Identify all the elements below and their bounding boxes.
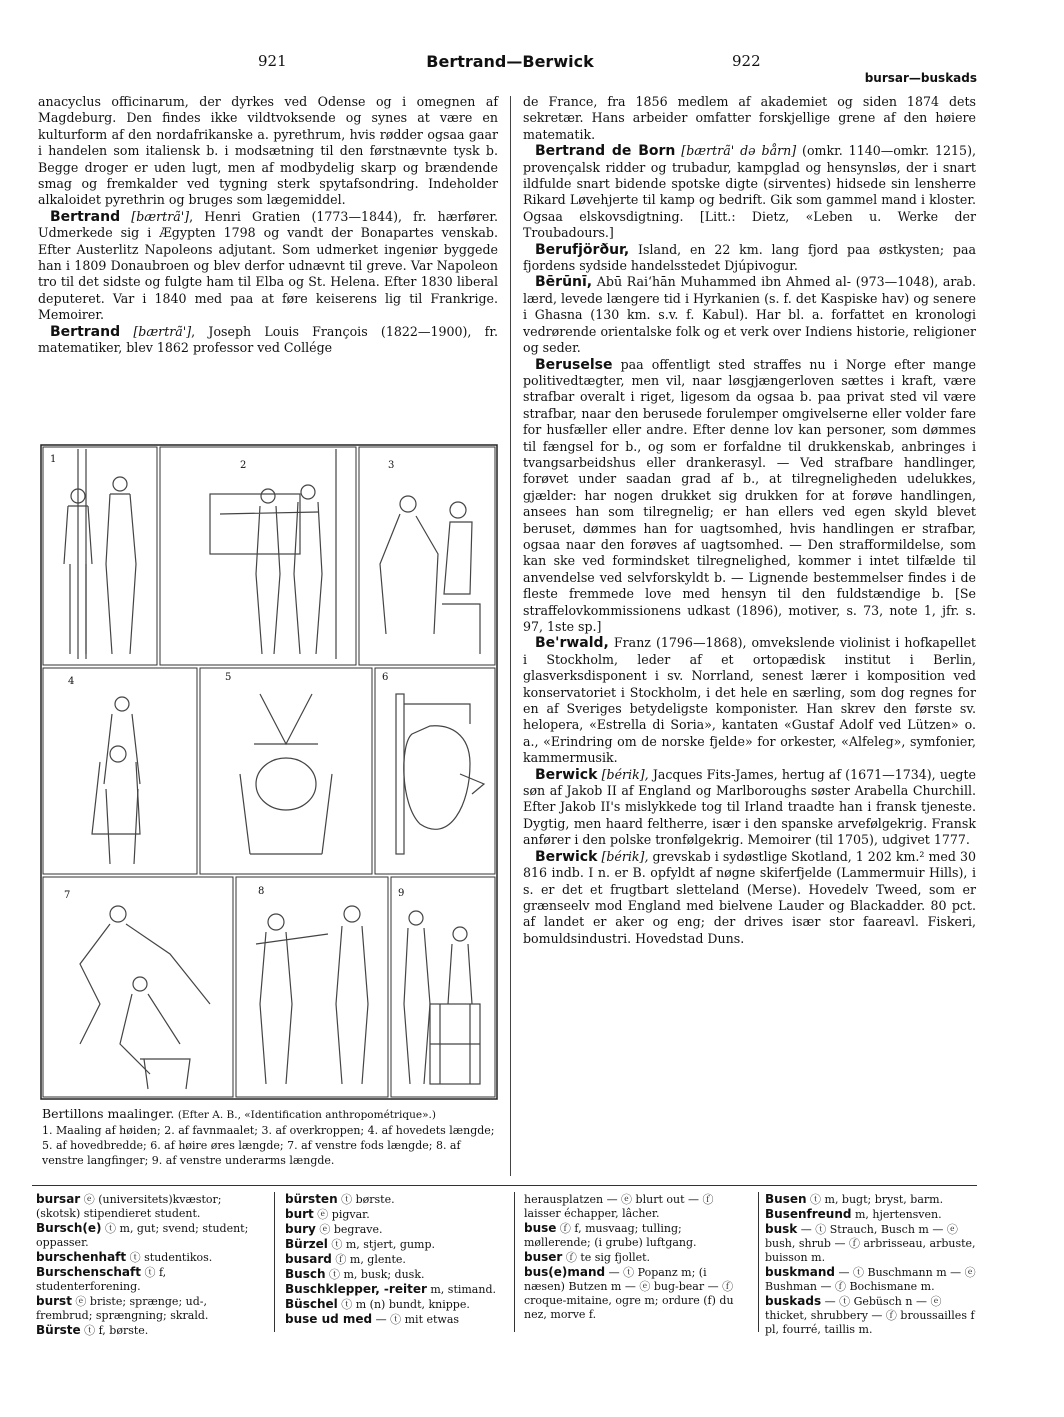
glossary-text: ⓕ f, musvaag; tulling; møllerende; (i grube) luftgang. xyxy=(524,1222,697,1249)
entry-continuation: anacyclus officinarum, der dyrkes ved Odense og i omegnen af Magdeburg. Den findes ikke vildtvoksende og synes at være en kulturform af den nordafrikanske a. pyrethrum, hvis rødder ogsaa gaar i handelen som italiensk b. i modsætning til den førstnævnte tysk b. Begge droger er uden lugt, men af modbydelig skarp og brændende smag og fremkalder ved tygning sterk spytafsondring. Indeholder alkaloidet pyrethrin og bruges som lægemiddel. xyxy=(38,94,498,208)
glossary-entry xyxy=(285,1207,506,1222)
caption-list: 1. Maaling af høiden; 2. af favnmaalet; 3. af overkroppen; 4. af hovedets længde; 5. af hovedbredde; 6. af høire øres længde; 7. af venstre fods længde; 8. af venstre langfinger; 9. af venstre underarms længde. xyxy=(42,1124,495,1167)
panel-number: 5 xyxy=(225,672,232,683)
glossary-headword: burst xyxy=(36,1294,72,1308)
glossary-text: — ⓣ Gebüsch n — ⓔ thicket, shrubbery — ⓕ broussailles f pl, fourré, taillis m. xyxy=(765,1295,975,1336)
glossary-column-1 xyxy=(36,1192,260,1338)
headword: Bērūnī, xyxy=(535,274,593,291)
headword: Berwick xyxy=(535,848,598,865)
glossary-column-3 xyxy=(524,1192,748,1322)
glossary-headword: busard xyxy=(285,1252,332,1266)
glossary-headword: buse xyxy=(524,1221,557,1235)
glossary-entry xyxy=(765,1294,983,1337)
glossary-text: ⓣ m, bugt; bryst, barm. xyxy=(806,1193,944,1206)
glossary-entry xyxy=(36,1250,260,1265)
pronunciation: [bærtrã'] xyxy=(131,208,190,224)
glossary-text: ⓣ f, børste. xyxy=(80,1324,149,1337)
pronunciation: [bærtrã' də bårn] xyxy=(681,143,797,159)
bertillon-illustration xyxy=(40,444,498,1100)
glossary-headword: Burschenschaft xyxy=(36,1265,141,1279)
pronunciation: [bérik], xyxy=(601,766,649,782)
glossary-entry xyxy=(524,1221,748,1250)
footer-separator xyxy=(274,1192,275,1332)
panel-number: 9 xyxy=(398,888,405,899)
entry-berufjordur xyxy=(523,242,976,275)
page-number-left: 921 xyxy=(258,52,287,70)
glossary-headword: bury xyxy=(285,1222,316,1236)
entry-beruselse xyxy=(523,357,976,636)
glossary-headword: Bürzel xyxy=(285,1237,328,1251)
glossary-headword: Busenfreund xyxy=(765,1207,852,1221)
glossary-entry xyxy=(36,1265,260,1294)
entry-bertrand-joseph xyxy=(38,324,498,357)
column-rule xyxy=(510,96,511,1176)
glossary-entry xyxy=(285,1282,506,1297)
glossary-entry xyxy=(285,1237,506,1252)
glossary-headword: Büschel xyxy=(285,1297,338,1311)
glossary-headword: Bursch(e) xyxy=(36,1221,102,1235)
footer-separator xyxy=(758,1192,759,1332)
glossary-entry xyxy=(285,1312,506,1327)
glossary-headword: buse ud med xyxy=(285,1312,373,1326)
glossary-entry xyxy=(36,1192,260,1221)
footer-rule xyxy=(32,1185,977,1186)
glossary-headword: bürsten xyxy=(285,1192,338,1206)
headword: Berufjörður, xyxy=(535,241,630,258)
glossary-headword: Busch xyxy=(285,1267,326,1281)
pronunciation: [bærtrã'] xyxy=(133,323,192,339)
glossary-headword: bursar xyxy=(36,1192,81,1206)
panel-number: 8 xyxy=(258,886,265,897)
glossary-entry xyxy=(765,1207,983,1222)
glossary-text: ⓔ begrave. xyxy=(315,1223,383,1236)
panel-number: 4 xyxy=(68,676,75,687)
headword: Berwick xyxy=(535,766,598,783)
glossary-headword: Busen xyxy=(765,1192,807,1206)
glossary-entry xyxy=(36,1221,260,1250)
entry-text: grevskab i sydøstlige Skotland, 1 202 km.² med 30 816 indb. I n. er B. opfyldt af nøgne skiferfjelde (Lammermuir Hills), i s. er det et frugtbart sletteland (Merse). Hovedelv Tweed, som er grænseelv mod England med bielvene Lauder og Blackadder. 80 pct. af landet er aker og eng; der drives især stor faareavl. Fiskeri, bomuldsindustri. Hovedstad Duns. xyxy=(523,848,976,946)
glossary-entry xyxy=(285,1192,506,1207)
glossary-entry xyxy=(524,1265,748,1322)
figure-caption xyxy=(42,1106,498,1168)
glossary-headword: busk xyxy=(765,1222,798,1236)
entry-text: (omkr. 1140—omkr. 1215), provençalsk ridder og trubadur, kampglad og hensynsløs, der i snart ildfulde snart bidende spotske digte (sirventes) hidsede sin lensherre Rikard Løvehjerte til kamp og bedrift. Gik som gammel mand i kloster. Ogsaa elskovsdigtning. [Litt.: Dietz, «Leben u. Werke der Troubadours.] xyxy=(523,143,976,241)
left-column xyxy=(38,94,498,357)
glossary-headword: burschenhaft xyxy=(36,1250,127,1264)
entry-beruni xyxy=(523,274,976,356)
headword: Bertrand xyxy=(50,208,121,225)
page-number-right: 922 xyxy=(732,52,761,70)
glossary-text: ⓣ m, gut; svend; student; oppasser. xyxy=(36,1222,249,1249)
glossary-entry xyxy=(285,1252,506,1267)
entry-berwald xyxy=(523,635,976,766)
glossary-headword: buskads xyxy=(765,1294,822,1308)
guide-words: bursar—buskads xyxy=(864,71,977,85)
glossary-headword: buser xyxy=(524,1250,563,1264)
glossary-column-4 xyxy=(765,1192,983,1337)
glossary-headword: Buschklepper, -reiter xyxy=(285,1282,427,1296)
glossary-column-2 xyxy=(285,1192,506,1327)
glossary-text: m, hjertensven. xyxy=(851,1208,942,1221)
glossary-text: — ⓣ Buschmann m — ⓔ Bushman — ⓕ Bochismane m. xyxy=(765,1266,976,1293)
bertillon-figure xyxy=(40,444,498,1100)
entry-berwick-county xyxy=(523,849,976,947)
glossary-entry xyxy=(524,1250,748,1265)
headword: Beruselse xyxy=(535,356,613,373)
glossary-headword: Bürste xyxy=(36,1323,81,1337)
entry-text: Abū Raiʻhān Muhammed ibn Ahmed al- (973—1048), arab. lærd, levede længere tid i Hyrkanien (s. f. det Kaspiske hav) og senere i Ghasna (130 km. s.v. f. Kabul). Har bl. a. forfattet en kronologi vedrørende orientalske folk og et verk over Indiens historie, religioner og seder. xyxy=(523,274,976,356)
panel-number: 7 xyxy=(64,890,71,901)
caption-title: Bertillons maalinger. xyxy=(42,1106,175,1121)
footer-separator xyxy=(514,1192,515,1332)
glossary-text: ⓕ te sig fjollet. xyxy=(562,1251,651,1264)
glossary-text: ⓔ pigvar. xyxy=(313,1208,370,1221)
right-column xyxy=(523,94,976,947)
glossary-text: ⓕ m, glente. xyxy=(331,1253,406,1266)
glossary-text: ⓣ f, studenterforening. xyxy=(36,1266,167,1293)
glossary-text: ⓔ (universitets)kvæstor; (skotsk) stipendieret student. xyxy=(36,1193,222,1220)
pronunciation: [bérik], xyxy=(601,848,649,864)
entry-text: , Henri Gratien (1773—1844), fr. hærfører. Udmerkede sig i Ægypten 1798 og vandt der Bonapartes venskab. Efter Austerlitz Napoleons adjutant. Som udmerket ingeniør byggede han i 1809 Donaubroen og blev derfor udnævnt til greve. Var Napoleon tro til det sidste og fulgte ham til Elba og St. Helena. Efter 1830 liberal deputeret. Var i 1840 med paa at føre keiserens lig til Frankrige. Memoirer. xyxy=(38,208,498,323)
glossary-headword: buskmand xyxy=(765,1265,835,1279)
glossary-entry xyxy=(524,1192,748,1221)
glossary-text: — ⓣ mit etwas xyxy=(372,1313,460,1326)
running-title: Bertrand—Berwick xyxy=(426,52,594,71)
panel-number: 3 xyxy=(388,460,395,471)
panel-number: 1 xyxy=(50,454,57,465)
headword: Bertrand xyxy=(50,323,121,340)
glossary-entry xyxy=(36,1294,260,1323)
entry-continuation: de France, fra 1856 medlem af akademiet og siden 1874 dets sekretær. Hans arbeider omfatter forskjellige grene af den høiere matematik. xyxy=(523,94,976,142)
panel-number: 6 xyxy=(382,672,389,683)
entry-berwick-person xyxy=(523,767,976,849)
glossary-text: ⓣ m, stjert, gump. xyxy=(327,1238,436,1251)
glossary-text: herausplatzen — ⓔ blurt out — ⓕ laisser échapper, lâcher. xyxy=(524,1193,714,1220)
glossary-text: — ⓣ Popanz m; (i næsen) Butzen m — ⓔ bug-bear — ⓕ croque-mitaine, ogre m; ordure (f) du nez, morve f. xyxy=(524,1266,734,1321)
glossary-text: m, stimand. xyxy=(426,1283,496,1296)
glossary-text: ⓣ m, busk; dusk. xyxy=(325,1268,425,1281)
entry-text: Island, en 22 km. lang fjord paa østkysten; paa fjordens sydside handelsstedet Djúpivogur. xyxy=(523,241,976,274)
glossary-entry xyxy=(765,1265,983,1294)
glossary-text: — ⓣ Strauch, Busch m — ⓔ bush, shrub — ⓕ arbrisseau, arbuste, buisson m. xyxy=(765,1223,976,1264)
glossary-entry xyxy=(285,1297,506,1312)
panel-number: 2 xyxy=(240,460,247,471)
glossary-text: ⓔ briste; sprænge; ud-, frembrud; sprængning; skrald. xyxy=(36,1295,209,1322)
glossary-headword: burt xyxy=(285,1207,314,1221)
headword: Bertrand de Born xyxy=(535,143,676,160)
glossary-entry xyxy=(285,1222,506,1237)
entry-text: , Joseph Louis François (1822—1900), fr. matematiker, blev 1862 professor ved Collége xyxy=(38,323,498,356)
glossary-entry xyxy=(36,1323,260,1338)
glossary-text: ⓣ studentikos. xyxy=(126,1251,213,1264)
entry-bertrand-henri xyxy=(38,209,498,324)
caption-source: (Efter A. B., «Identification anthropométrique».) xyxy=(177,1109,436,1121)
entry-text: paa offentligt sted straffes nu i Norge efter mange politivedtægter, men vil, naar løsgjængerloven sættes i kraft, være strafbar overalt i riget, ligesom da ogsaa b. paa privat sted vil være strafbar, naar den berusede forulemper omgivelserne eller volder fare for husfæller eller andre. Efter denne lov kan personer, som dømmes til fængsel for b., og som er forfaldne til drukkenskab, anbringes i tvangsarbeidshus eller drankerasyl. — Ved strafbare handlinger, forøvet under saadan grad af b., at tilregneligheden udelukkes, gjælder: har nogen drukket sig drukken for at forøve handlingen, ansees han som tilregnelig; er han ellers ved egen skyld blevet beruset, dømmes han for uagtsomhed, hvis handlingen er strafbar, ogsaa naar den forøves af uagtsomhed. — Den strafformildelse, som kan ske ved formindsket tilregnelighed, kommer i intet tilfælde til anvendelse ved selvforskyldt b. — Lignende bestemmelser findes i de fleste fremmede love med hensyn til den fuldstændige b. [Se straffelovkommissionens udkast (1896), motiver, s. 73, note 1, jfr. s. 97, 1ste sp.] xyxy=(523,356,976,634)
glossary-entry xyxy=(765,1222,983,1265)
glossary-headword: bus(e)mand xyxy=(524,1265,606,1279)
headword: Be'rwald, xyxy=(535,635,609,652)
glossary-text: ⓣ m (n) bundt, knippe. xyxy=(337,1298,470,1311)
glossary-text: ⓣ børste. xyxy=(337,1193,395,1206)
entry-text: Franz (1796—1868), omvekslende violinist i hofkapellet i Stockholm, leder af et ortopædisk institut i Berlin, glasverksdisponent i sv. Norrland, senest lærer i komposition ved konservatoriet i Stockholm, i det hele en særling, som dog regnes for en af Sveriges betydeligste komponister. Han skrev den første sv. helopera, «Estrella di Soria», kantaten «Gustaf Adolf ved Lützen» o. a., «Erindring om de norske fjelde» for orkester, «Alfeleg», symfonier, kammermusik. xyxy=(523,635,976,766)
glossary-entry xyxy=(285,1267,506,1282)
entry-text: Jacques Fits-James, hertug af (1671—1734), uegte søn af Jakob II af England og Marlboroughs søster Arabella Churchill. Efter Jakob II's mislykkede tog til Irland traadte han i fransk tjeneste. Dygtig, men haard feltherre, især i den spanske arvefølgekrig. Fransk anfører i den polske tronfølgekrig. Memoirer (til 1705), udgivet 1777. xyxy=(523,766,976,848)
glossary-entry xyxy=(765,1192,983,1207)
entry-bertrand-de-born xyxy=(523,143,976,241)
